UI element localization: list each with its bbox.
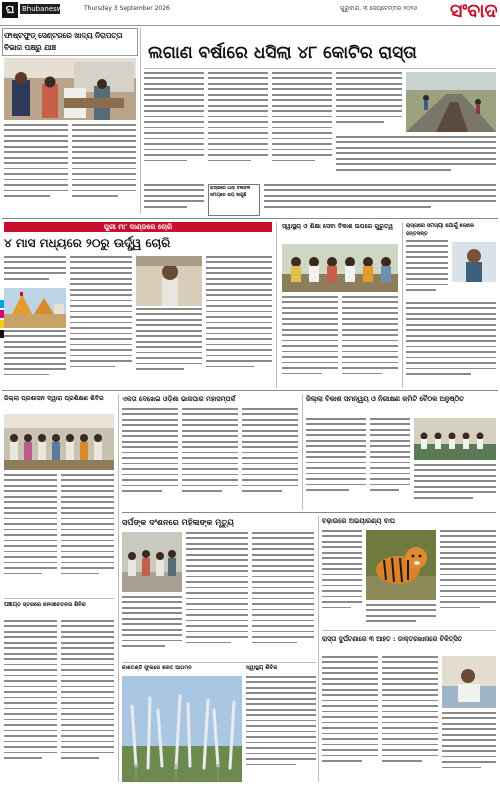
sagar-story-col2 xyxy=(252,532,314,658)
ward-headline: ସ୍ୱାସ୍ଥ୍ୟ ଓ ଶିକ୍ଷା ସେବା ବିକାଶ ଉପରେ ଗୁରୁତ୍ୱ xyxy=(282,223,394,230)
vigilance-story xyxy=(246,676,316,780)
tiger-photo xyxy=(366,530,436,600)
jilla-headline: ଜିଲ୍ଲା ବିକାଶ ସମନ୍ୱୟ ଓ ନିରୀକ୍ଷଣ କମିଟି ବୈଠକ ଅନୁଷ୍ଠିତ xyxy=(306,395,464,403)
bottom-right-story-col2 xyxy=(382,656,438,780)
newspaper-logo: ସଂବାଦ xyxy=(450,0,498,22)
sagar-headline: ସର୍ପଙ୍କ ଦଂଶନରେ ମହିଳାଙ୍କ ମୃତ୍ୟୁ xyxy=(122,517,235,527)
top-left-story-text-col2 xyxy=(72,124,136,210)
banner-story-col2 xyxy=(208,72,268,180)
right-story-col2 xyxy=(406,302,496,386)
theft-story-col4 xyxy=(206,256,272,386)
theft-story-col2 xyxy=(70,256,132,386)
bottom-right-story-col1 xyxy=(322,656,378,780)
story-divider xyxy=(322,630,496,631)
right-headline: ରାସ୍ତାରେ ସମସ୍ୟା ଯୋଗୁଁ ଲୋକେ ହନ୍ତସନ୍ତ xyxy=(406,223,474,237)
red-kicker-band: ପୁରୀ ମା' ଦାଣ୍ଡରେ ଚୋରି xyxy=(4,222,272,232)
col1-story-a xyxy=(4,474,57,594)
col1-small-story-b xyxy=(61,620,114,780)
edition-date: Thursday 3 September 2026 xyxy=(84,5,170,12)
pull-quote: ରାସ୍ତାରେ ଗାଡ଼ି ଚଳାଚଳ ସମୟରେ ଭୟ ଲାଗୁଛି xyxy=(210,186,251,198)
column-rule xyxy=(118,394,119,782)
banner-story-bottom-tail xyxy=(264,184,496,214)
col1-small-story-a xyxy=(4,620,57,780)
registration-mark-magenta xyxy=(0,310,4,318)
top-left-headline: ଫାଷ୍ଟଫୁଡ୍ ସେଣ୍ଟରରେ ଖାଦ୍ୟ ନିରାପତ୍ତା ବିଭାଗ ପକ୍ଷରୁ ଯାଞ୍ଚ xyxy=(4,31,123,52)
registration-mark-yellow xyxy=(0,320,4,328)
column-rule xyxy=(318,516,319,782)
top-left-story-text-col1 xyxy=(4,124,68,210)
tiger-story-col1 xyxy=(322,530,362,626)
ekata-story-col2 xyxy=(182,408,238,508)
theft-headline: ୪ ମାସ ମଧ୍ୟରେ ୨୦ରୁ ଊର୍ଦ୍ଧ୍ୱ ଚୋରି xyxy=(4,236,171,250)
column-rule xyxy=(402,222,403,388)
banner-story-col1-tail xyxy=(144,184,204,214)
banner-story-tail xyxy=(336,136,496,180)
edition-date-odia: ଗୁରୁବାର, ୩ ସେପ୍ଟେମ୍ବର ୨୦୨୬ xyxy=(340,5,418,12)
temple-photo xyxy=(4,288,66,328)
committee-meeting-photo xyxy=(414,418,496,460)
section-rule xyxy=(122,512,496,513)
banner-story-col4 xyxy=(336,72,402,132)
tiger-story-col2 xyxy=(366,604,436,626)
kash-flower-photo xyxy=(122,676,242,782)
col1-story-b xyxy=(61,474,114,594)
training-camp-photo xyxy=(4,414,114,470)
bottom-right-story-col3 xyxy=(442,712,496,780)
sagar-story-col0 xyxy=(122,596,182,658)
grass-caption: କାଶତଣ୍ଡି ଫୁଲରେ ଶରତ ଆଗମନ xyxy=(122,665,192,671)
funeral-gathering-photo xyxy=(122,532,182,592)
portrait-photo xyxy=(452,242,496,282)
edition-city: Bhubaneswar xyxy=(22,5,70,13)
ward-story-col2 xyxy=(342,296,398,386)
col1-small-headline: ପଞ୍ଚାୟତ ସ୍ତରରେ ଜନସଚେତନତା ଶିବିର xyxy=(4,602,86,608)
ward-story-col1 xyxy=(282,296,338,386)
injured-person-photo xyxy=(442,656,496,708)
column-rule xyxy=(276,222,277,388)
theft-story-intro xyxy=(4,256,66,286)
vigilance-headline: ସ୍ୱାସ୍ଥ୍ୟ ଶିବିର xyxy=(246,665,278,671)
jilla-story-col2 xyxy=(370,418,410,508)
jilla-story-col1 xyxy=(306,418,366,508)
section-rule xyxy=(2,218,498,219)
column-rule xyxy=(302,394,303,510)
page-number: ଘ xyxy=(2,2,18,18)
banner-story-col1 xyxy=(144,72,204,180)
theft-story-col3 xyxy=(136,308,202,386)
sagar-story-col1 xyxy=(186,532,248,658)
section-rule xyxy=(2,390,498,391)
jilla-story-col3 xyxy=(414,464,496,508)
theft-story-col1 xyxy=(4,330,66,386)
ekata-story-col1 xyxy=(122,408,178,508)
bottom-right-headline: ରାସ୍ତା ଦୁର୍ଘଟଣାରେ ୩ ଆହତ : ଡାକ୍ତରଖାନାରେ ଚିକିତ୍ସିତ xyxy=(322,635,463,643)
damaged-road-photo xyxy=(406,72,496,132)
registration-mark-cyan xyxy=(0,300,4,308)
banner-headline: ଲଗାଣ ବର୍ଷାରେ ଧସିଲା ୪୮ କୋଟିର ରାସ୍ତା xyxy=(148,43,417,63)
banner-story-col3 xyxy=(272,72,332,180)
right-story-col1 xyxy=(406,240,448,300)
registration-mark-black xyxy=(0,330,4,338)
column-rule xyxy=(140,28,141,213)
fastfood-inspection-photo xyxy=(4,58,136,120)
story-divider xyxy=(4,598,114,599)
meeting-photo xyxy=(282,244,398,292)
masthead xyxy=(0,0,500,26)
col1-headline: ଜିଲ୍ଲା ପ୍ରଶାସନ ଦ୍ୱାରା ପ୍ରଶିକ୍ଷଣ ଶିବିର xyxy=(4,395,104,402)
story-divider xyxy=(122,662,316,663)
ekata-headline: ଏକତା ଦେଖେଇ ଓଡ଼ିଶା ଭାଜପାର ମହାସମ୍ପର୍କ xyxy=(122,395,236,403)
ekata-story-col3 xyxy=(242,408,298,508)
suspect-photo xyxy=(136,256,202,306)
banner-underline xyxy=(144,68,496,69)
tiger-story-col3 xyxy=(440,530,496,626)
tiger-headline: ଚଢ଼ାଉରେ ଅଭୟାରଣ୍ୟ ବାଘ xyxy=(322,517,396,525)
